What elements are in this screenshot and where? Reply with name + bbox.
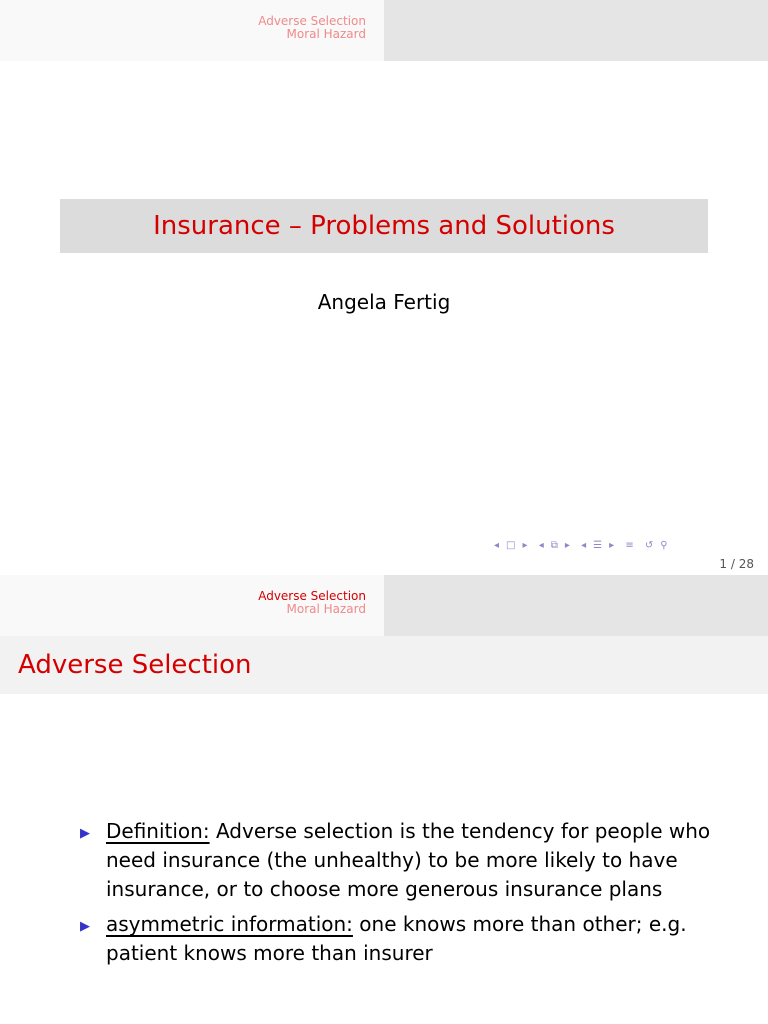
prev-section-icon[interactable]: ◂ [581,540,588,551]
prev-frame-icon[interactable]: ◂ [494,540,501,551]
bullet-triangle-icon: ▶ [80,919,90,934]
section-icon[interactable]: ☰ [593,540,604,551]
presentation-title: Insurance – Problems and Solutions [153,211,615,241]
frame-title: Adverse Selection [18,650,252,680]
section-navigation-bar [0,0,768,61]
frame-icon[interactable]: □ [506,540,517,551]
list-item [80,817,720,904]
list-item [80,910,720,968]
adverse-selection-slide [0,575,768,1024]
author: Angela Fertig [317,290,451,314]
frame-title-bar [0,636,768,694]
page-number: 1 / 28 [719,557,754,571]
bullet-triangle-icon: ▶ [80,826,90,841]
beamer-navigation-symbols [494,540,675,551]
nav-section-moral-hazard[interactable]: Moral Hazard [286,27,366,41]
section-navigation-bar [0,575,768,636]
prev-subsection-icon[interactable]: ◂ [538,540,545,551]
next-section-icon[interactable]: ▸ [609,540,616,551]
title-box [60,199,708,253]
back-icon[interactable]: ↺ [644,540,655,551]
bullet-text: Adverse selection is the tendency for people who need insurance (the unhealthy) to be more likely to have insurance, or to choose more generous insurance plans [106,819,711,901]
next-frame-icon[interactable]: ▸ [522,540,529,551]
bullet-text: one knows more than other; e.g. patient knows more than insurer [106,912,687,965]
search-icon[interactable]: ⚲ [660,540,669,551]
next-subsection-icon[interactable]: ▸ [564,540,571,551]
nav-section-adverse-selection[interactable]: Adverse Selection [258,589,366,603]
bullet-term: asymmetric information: [106,912,353,936]
bullet-list [80,817,720,974]
nav-section-adverse-selection[interactable]: Adverse Selection [258,14,366,28]
subsection-icon[interactable]: ⧉ [550,540,559,551]
document-icon[interactable]: ≡ [625,540,635,551]
nav-section-moral-hazard[interactable]: Moral Hazard [286,602,366,616]
bullet-term: Definition: [106,819,210,843]
